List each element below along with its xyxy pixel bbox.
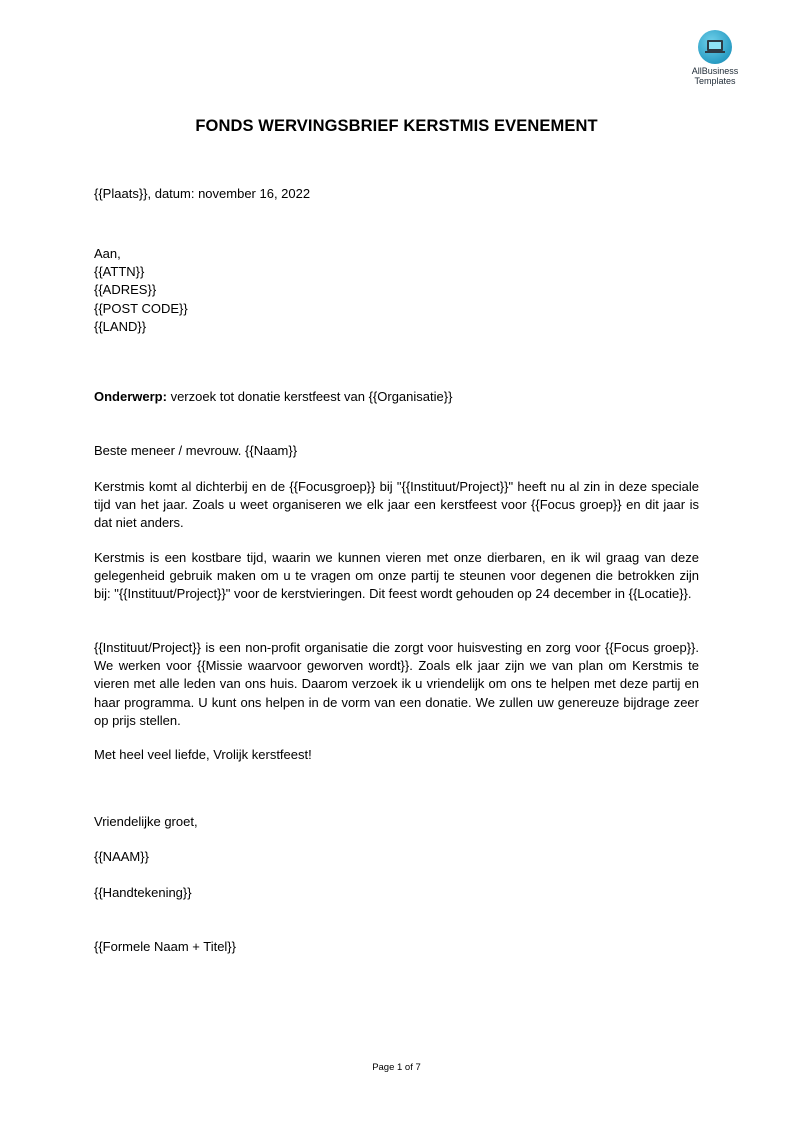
allbusiness-templates-logo	[670, 30, 760, 86]
place-date: {{Plaats}}, datum: november 16, 2022	[94, 186, 311, 201]
address-attn: {{ATTN}}	[94, 264, 145, 280]
address-salutation: Aan,	[94, 246, 121, 261]
paragraph-3: {{Instituut/Project}} is een non-profit organisatie die zorgt voor huisvesting en zorg voor {{Focus groep}}. We werken voor {{Missie waarvoor geworven wordt}}. Zoals elk jaar zijn we van plan om Kerstmis te vieren met alle leden van ons huis. Daarom verzoek ik u vriendelijk om ons te helpen met deze partij en haar programma. U kunt ons helpen in de vorm van een donatie. We zullen uw genereuze bijdrage zeer op prijs stellen.	[94, 640, 699, 728]
signature: {{Handtekening}}	[94, 885, 192, 900]
address-land: {{LAND}}	[94, 318, 147, 334]
logo-line-1: AllBusiness	[691, 66, 739, 76]
formal-name-title: {{Formele Naam + Titel}}	[94, 939, 236, 954]
subject-line	[94, 388, 452, 406]
closing-wish: Met heel veel liefde, Vrolijk kerstfeest!	[94, 747, 312, 762]
address-block	[94, 245, 188, 336]
paragraph-1: Kerstmis komt al dichterbij en de {{Focusgroep}} bij "{{Instituut/Project}}" heeft nu al zin in deze speciale tijd van het jaar. Zoals u weet organiseren we elk jaar een kerstfeest voor {{Focus groep}} en dit jaar is dat niet anders.	[94, 479, 699, 531]
regards: Vriendelijke groet,	[94, 814, 198, 829]
subject-text: verzoek tot donatie kerstfeest van {{Organisatie}}	[166, 389, 453, 404]
page-number: Page 1 of 7	[372, 1062, 421, 1073]
sender-name: {{NAAM}}	[94, 849, 149, 864]
address-post-code: {{POST CODE}}	[94, 300, 188, 316]
address-adres: {{ADRES}}	[94, 282, 157, 298]
logo-line-2: Templates	[694, 76, 736, 86]
document-title: FONDS WERVINGSBRIEF KERSTMIS EVENEMENT	[195, 117, 598, 135]
subject-label: Onderwerp:	[94, 389, 167, 404]
laptop-icon	[698, 30, 732, 64]
paragraph-2: Kerstmis is een kostbare tijd, waarin we kunnen vieren met onze dierbaren, en ik wil graag van deze gelegenheid gebruik maken om u te vragen om onze partij te steunen voor degenen die betrokken zijn bij: "{{Instituut/Project}}" voor de kerstvieringen. Dit feest wordt gehouden op 24 december in {{Locatie}}.	[94, 550, 699, 602]
greeting: Beste meneer / mevrouw. {{Naam}}	[94, 443, 298, 458]
logo-text	[670, 66, 760, 86]
